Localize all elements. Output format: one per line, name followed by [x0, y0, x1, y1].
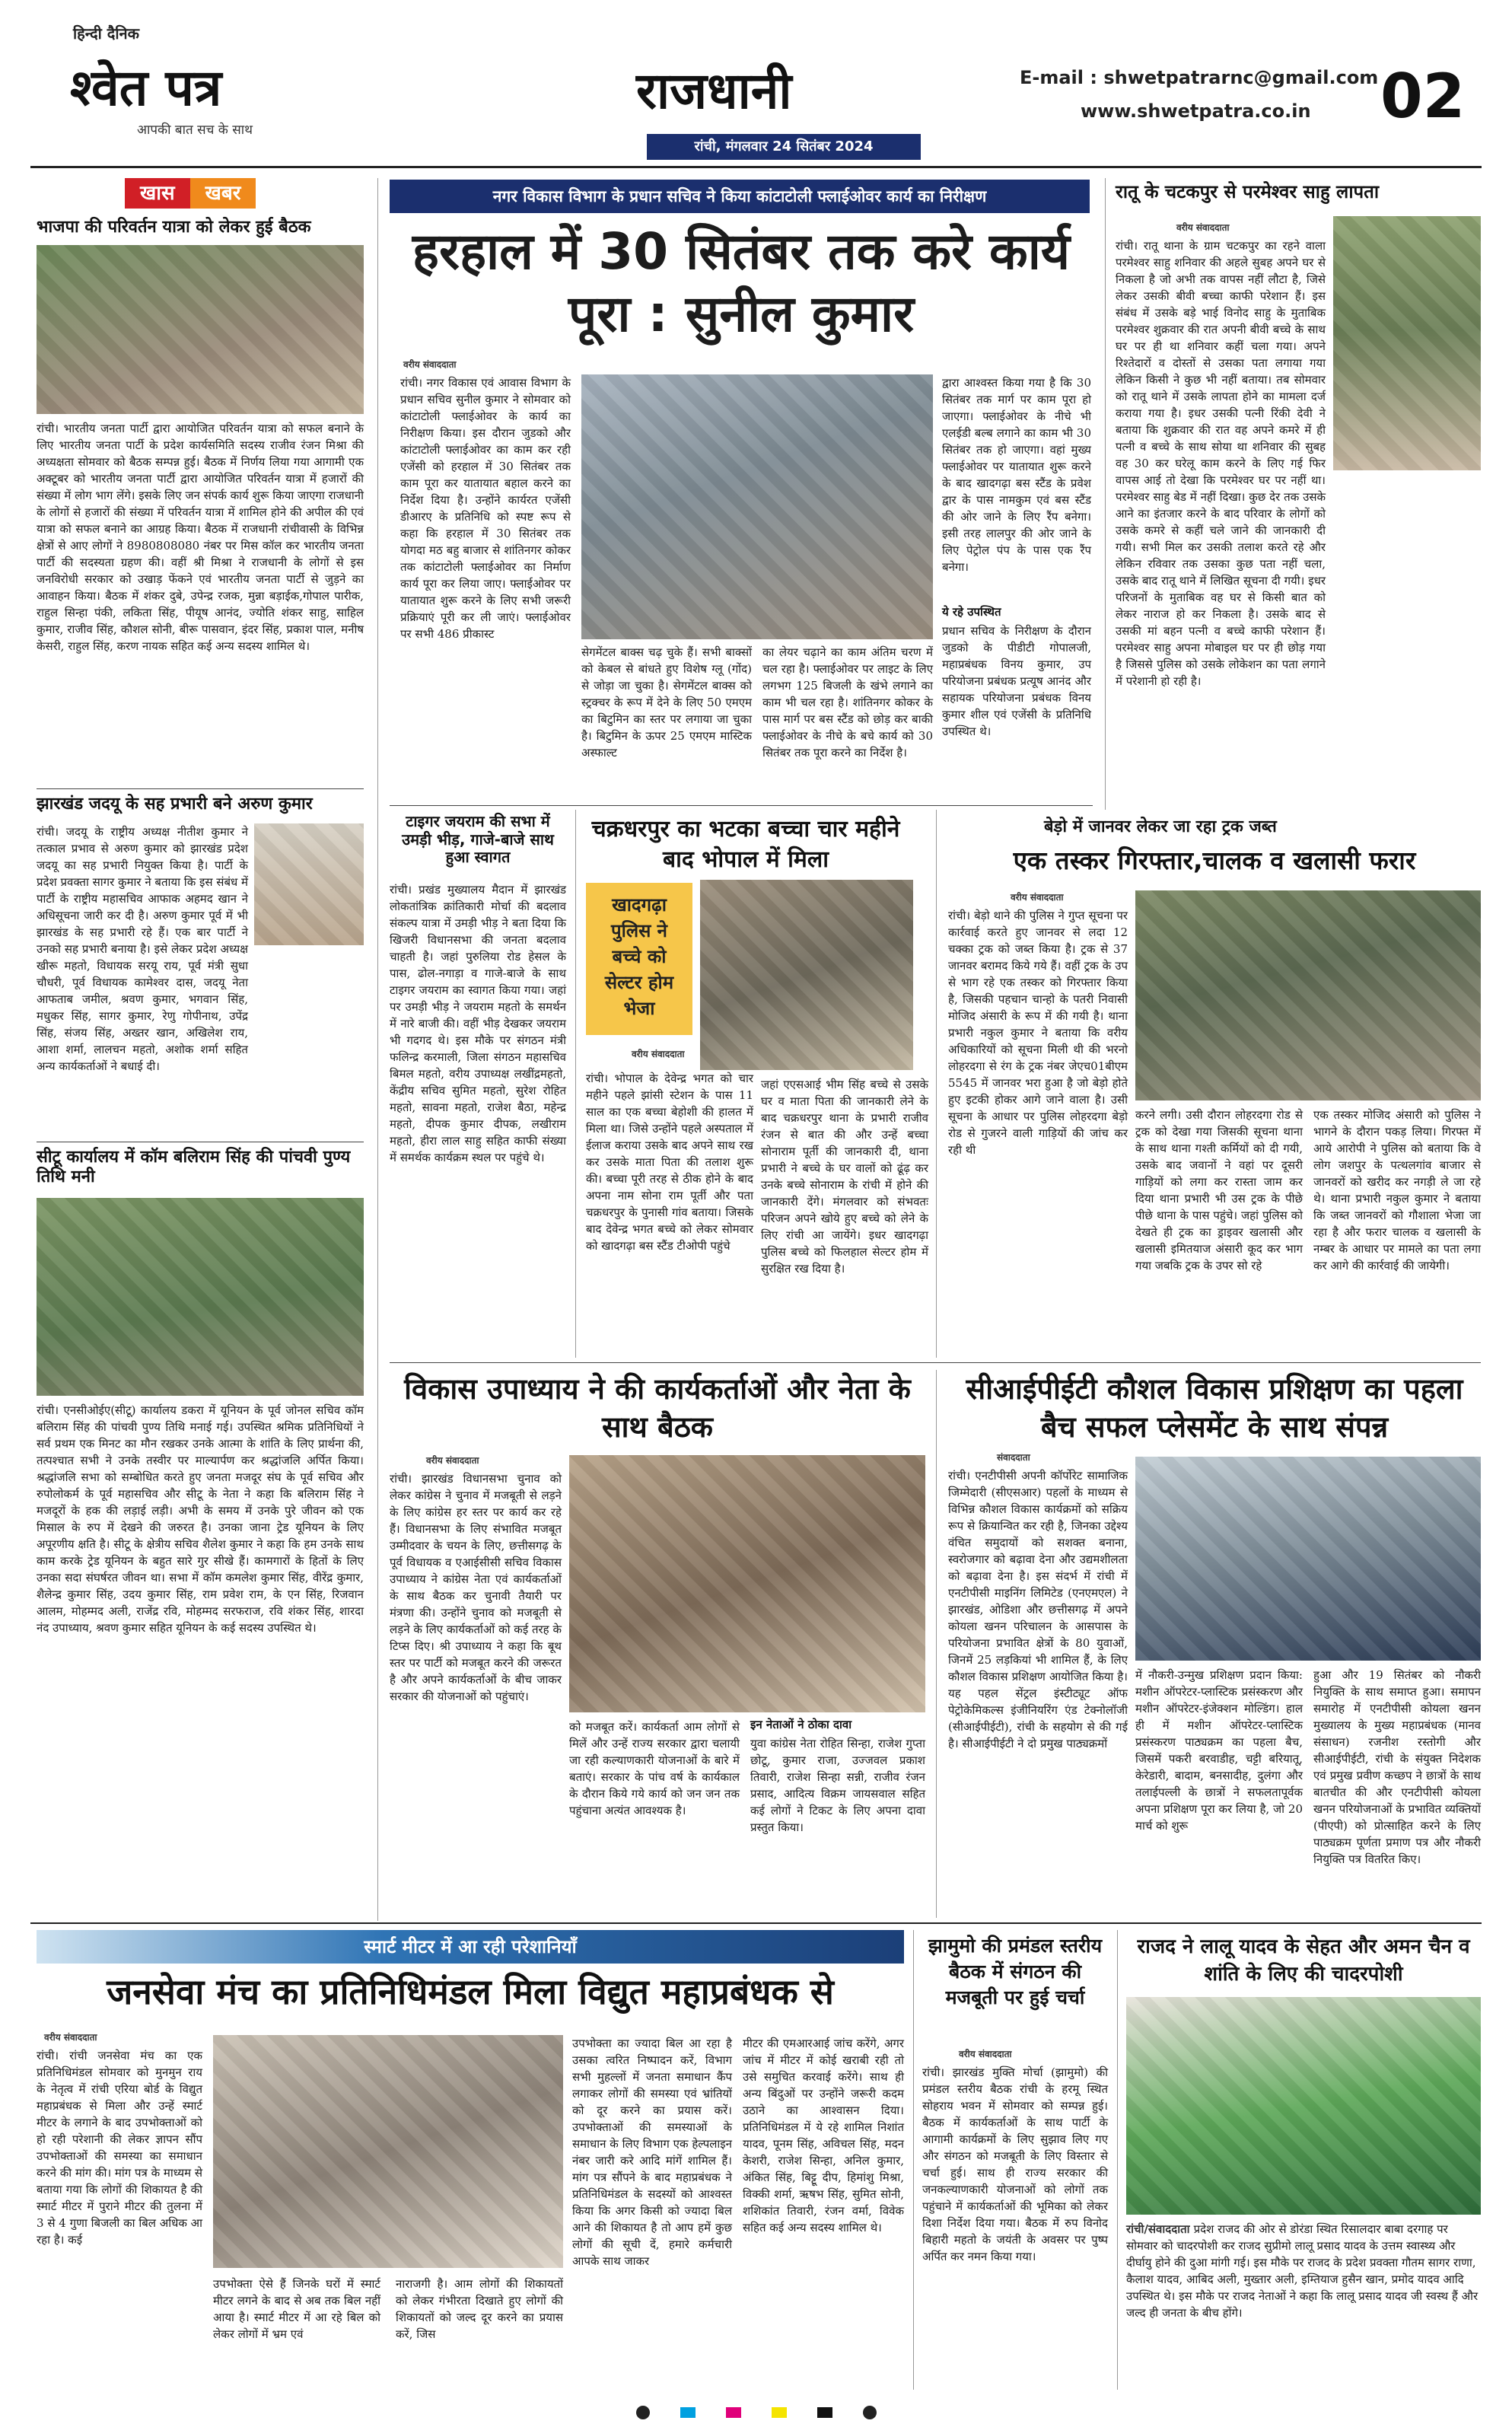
lead-col2: सेगमेंटल बाक्स चढ़ चुके हैं। सभी बाक्सों को केबल से बांधते हुए विशेष ग्लू (गोंद) से जोड़ा जा चुका है। सेगमेंटल बाक्स को स्ट्रक्चर के रूप में देने के लिए 50 एमएम का बिटुमिन का स्तर पर लगाया जा चुका है। बिटुमिन के ऊपर 25 एमएम मास्टिक अस्फाल्ट: [581, 645, 752, 760]
tiger-body: रांची। प्रखंड मुख्यालय मैदान में झारखंड लोकतांत्रिक क्रांतिकारी मोर्चा की बदलाव संकल्प यात्रा में उमड़ी भीड़ ने बता दिया कि खिजरी विधानसभा की जनता बदलाव चाहती है। जहां पुरुलिया रोड हेसल के पास, ढोल-नगाड़ा व गाजे-बाजे के साथ टाइगर जयराम का स्वागत किया गया। जहां पर उमड़ी भीड़ ने जयराम महतो के समर्थन में नारे बाजी की। वहीं भीड़ देखकर जयराम भी गदगद थे। इस मौके पर संगठन मंत्री फलिन्द्र करमाली, जिला संगठन महासचिव बिमल महतो, वरीय उपाध्यक्ष लखींद्रमहतो, केंद्रीय सचिव सुमित महतो, सुरेश रोहित महतो, सावना महतो, राजेश बैठा, महेन्द्र महतो, दीपक कुमार दीपक, लखीराम महतो, हीरा लाल साहु सहित काफी संख्या में समर्थक कार्यक्रम स्थल पर पहुंचे थे।: [390, 883, 566, 1164]
smart-col4: मीटर की एमआरआई जांच करेंगे, अगर जांच में मीटर में कोई खराबी रही तो उसे समुचित करवाई करेंगे। साथ ही अन्य बिंदुओं पर उन्होंने जरूरी कदम उठाने का आश्वासन दिया। प्रतिनिधिमंडल में ये रहे शामिल निशांत यादव, पूनम सिंह, अविचल सिंह, मदन केशरी, राजेश सिन्हा, अनिल कुमार, अंकित सिंह, बिट्टू दीप, हिमांशु मिश्रा, विक्की शर्मा, ऋषभ सिंह, सुमित सोनी, शशिकांत तिवारी, रंजन वर्मा, विवेक सहित कई अन्य सदस्य शामिल थे।: [743, 2037, 904, 2234]
story-jdu-body-cont: [37, 957, 364, 1139]
top-label: हिन्दी दैनिक: [73, 24, 140, 43]
vikas-meeting-photo: [569, 1455, 925, 1712]
section-title: राजधानी: [636, 62, 792, 120]
lead-headline: हरहाल में 30 सितंबर तक करे कार्य पूरा : सुनील कुमार: [412, 222, 1071, 343]
boy-headline: चक्रधरपुर का भटका बच्चा चार महीने बाद भोपाल में मिला: [591, 816, 900, 873]
khaas-tag: खास: [125, 178, 190, 209]
missing-person-photo: [1333, 216, 1481, 470]
memorandum-photo: [213, 2035, 563, 2268]
registration-circle-icon: [636, 2406, 650, 2419]
smart-col3a: नाराजगी है। आम लोगों की शिकायतों को लेकर गंभीरता दिखाते हुए लोगों की शिकायतों को जल्द दूर करने का प्रयास करें, जिस: [396, 2277, 563, 2341]
magenta-swatch-icon: [726, 2407, 741, 2418]
story-jdu-headline: झारखंड जदयू के सह प्रभारी बने अरुण कुमार: [37, 795, 313, 814]
cipet-group-photo: [1135, 1457, 1481, 1661]
missing-headline: रातू के चटकपुर से परमेश्वर साहु लापता: [1116, 181, 1380, 202]
truck-byline: वरीय संवाददाता: [1011, 892, 1064, 903]
story-bjp-headline: भाजपा की परिवर्तन यात्रा को लेकर हुई बैठक: [37, 218, 311, 237]
cipet-byline: संवाददाता: [997, 1452, 1030, 1463]
truck-headline: एक तस्कर गिरफ्तार,चालक व खलासी फरार: [1013, 846, 1416, 875]
paper-name: श्वेत पत्र: [70, 59, 222, 117]
lead-byline: वरीय संवाददाता: [403, 359, 457, 370]
smart-col2b: उपभोक्ता ऐसे हैं जिनके घरों में स्मार्ट मीटर लगने के बाद से अब तक बिल नहीं आया है। स्मार्ट मीटर में आ रहे बिल को लेकर लोगों में भ्रम एवं: [213, 2277, 380, 2341]
rajad-chadarposhi-photo: [1126, 1997, 1481, 2215]
lead-col4b: प्रधान सचिव के निरीक्षण के दौरान जुडको के पीडीटी गोपालजी, महाप्रबंधक विनय कुमार, उप परियोजना प्रबंधक प्रत्यूष आनंद और सहायक परियोजना प्रबंधक विनय कुमार शील एवं एजेंसी के प्रतिनिधि उपस्थित थे।: [942, 624, 1091, 738]
vikas-subhead: इन नेताओं ने ठोका दावा: [750, 1718, 852, 1731]
truck-col3: एक तस्कर मोजिद अंसारी को पुलिस ने भागने के दौरान पकड़ लिया। गिरफ्त में आये आरोपी ने पुलिस को बताया कि वे लोग जशपुर के पत्थलगांव बाजार से जानवरों को खरीद कर नगड़ी ले जा रहे थे। थाना प्रभारी नकुल कुमार ने बताया कि जब्त जानवरों को गौशाला भेजा जा रहा है और फरार चालक व खलासी के नम्बर के आधार पर मामले का पता लगा कर आगे की कार्रवाई की जायेगी।: [1313, 1108, 1481, 1272]
boy-police-photo: [700, 880, 913, 1070]
rajad-body: प्रदेश राजद की ओर से डोरंडा स्थित रिसालदार बाबा दरगाह पर सोमवार को चादरपोशी कर राजद सुप्रीमो लालू प्रसाद यादव के उत्तम स्वास्थ्य और दीर्घायु होने की दुआ मांगी गई। इस मौके पर राजद के प्रदेश प्रवक्ता गौतम सागर राणा, कैलाश यादव, आबिद अली, मुख्तार अली, इम्तियाज हुसैन खान, प्रमोद यादव आदि उपस्थित थे। इस मौके पर राजद नेताओं ने कहा कि लालू प्रसाद यादव जी स्वस्थ हैं और जल्द ही जनता के बीच होंगे।: [1126, 2222, 1479, 2320]
khabar-tag: खबर: [190, 178, 256, 209]
lead-col3: का लेयर चढ़ाने का काम अंतिम चरण में चल रहा है। फ्लाईओवर पर लाइट के लिए लगभग 125 बिजली के खंभे लगाने का काम भी चल रहा है। शांतिनगर कोकर के पास मार्ग पर बस स्टैंड को छोड़ कर बाकी फ्लाईओवर के नीचे के बचे कार्य को 30 सितंबर तक पूरा करने का निर्देश है।: [762, 645, 933, 760]
rajad-byline: रांची/संवाददाता: [1126, 2222, 1190, 2236]
smart-col1: रांची। रांची जनसेवा मंच का एक प्रतिनिधिमंडल सोमवार को मुनमुन राय के नेतृत्व में रांची एरिया बोर्ड के विद्युत महाप्रबंधक से मिला और उन्हें स्मार्ट मीटर के लगाने के बाद उपभोक्ताओं को हो रही परेशानी की लेकर ज्ञापन सौंप उपभोक्ताओं की समस्या का समाधान करने की मांग की। मांग पत्र के माध्यम से बताया गया कि लोगों की शिकायत है की स्मार्ट मीटर में पुराने मीटर की तुलना में 3 से 4 गुणा बिजली का बिल अधिक आ रहा है। कई: [37, 2049, 202, 2247]
masthead: [0, 0, 1512, 175]
dateline: रांची, मंगलवार 24 सितंबर 2024: [647, 134, 921, 160]
smart-headline: जनसेवा मंच का प्रतिनिधिमंडल मिला विद्युत महाप्रबंधक से: [107, 1971, 834, 2012]
story-bjp-body: रांची। भारतीय जनता पार्टी द्वारा आयोजित परिवर्तन यात्रा को सफल बनाने के लिए भारतीय जनता पार्टी के प्रदेश कार्यसमिति सदस्य राजीव रंजन मिश्रा की अध्यक्षता सोमवार को बैठक सम्पन्न हुई। बैठक में निर्णय लिया गया आगामी एक अक्टूबर को भारतीय जनता पार्टी द्वारा आयोजित परिवर्तन यात्रा में हजारों की संख्या में लोग भाग लेंगे। इसके लिए जन संपर्क कार्य शुरू किया जाएगा राजधानी के लोगों से हजारों की संख्या में परिवर्तन यात्रा में शामिल होने की अपील की एवं यात्रा को सफल बनाने का आग्रह किया। बैठक में राजधानी रांचीवासी के विभिन्न क्षेत्रों से आए लोगों ने 8980808080 नंबर पर मिस कॉल कर भारतीय जनता पार्टी की सदस्यता ग्रहण की। वहीं श्री मिश्रा ने राजधानी के लोगों से इस जनविरोधी सरकार को उखाड़ फेंकने एवं भारतीय जनता पार्टी से जुड़ने का आवाहन किया। बैठक में शंकर दुबे, उपेन्द्र रजक, मुन्ना बड़ाईक,गोपाल पारीक, राहुल सिन्हा पंकी, लकिता सिंह, पीयूष आनंद, ज्योति शंकर साहु, साहिल कुमार, राजीव सिंह, कौशल सोनी, बीरू पासवान, इंदर सिंह, प्रकाश पाल, मनीष केसरी, राहुल सिंह, करण नायक सहित कई अन्य सदस्य शामिल थे।: [37, 422, 364, 653]
boy-panel-text: खादगढ़ा पुलिस ने बच्चे को सेल्टर होम भेजा: [604, 894, 674, 1019]
rajad-text: [1126, 2221, 1481, 2390]
vikas-byline: वरीय संवाददाता: [426, 1455, 479, 1466]
lead-kicker: नगर विकास विभाग के प्रधान सचिव ने किया कांटाटोली फ्लाईओवर कार्य का निरीक्षण: [390, 180, 1090, 213]
jmm-byline: वरीय संवाददाता: [959, 2049, 1012, 2059]
print-registration-bar: [0, 2397, 1512, 2427]
jmm-headline: झामुमो की प्रमंडल स्तरीय बैठक में संगठन की मजबूती पर हुई चर्चा: [928, 1935, 1103, 2008]
cyan-swatch-icon: [680, 2407, 696, 2418]
jmm-body: रांची। झारखंड मुक्ति मोर्चा (झामुमो) की प्रमंडल स्तरीय बैठक रांची के हरमू स्थित सोहराय भवन में सोमवार को सम्पन्न हुई। बैठक में कार्यकर्ताओं के साथ पार्टी के आगामी कार्यक्रमों के लिए सुझाव लिए गए और संगठन को मजबूती के लिए विस्तार से चर्चा हुई। साथ ही राज्य सरकार की जनकल्याणकारी योजनाओं को लोगों तक पहुंचाने में कार्यकर्ताओं की भूमिका को लेकर दिशा निर्देश दिया गया। बैठक में रुप विनोद बिहारी महतो के जयंती के अवसर पर पुष्प अर्पित कर नमन किया गया।: [922, 2065, 1108, 2263]
cipet-col2: में नौकरी-उन्मुख प्रशिक्षण प्रदान किया: मशीन ऑपरेटर-प्लास्टिक प्रसंस्करण और मशीन ऑपरेटर-इंजेक्शन मोल्डिंग। हाल ही में मशीन ऑपरेटर-प्लास्टिक प्रसंस्करण पाठ्यक्रम का पहला बैच, जिसमें पकरी बरवाडीह, चट्टी बरियातू, केरेडारी, बादाम, बनसादीह, दुलंगा और तलाईपल्ली के छात्रों ने सफलतापूर्वक अपना प्रशिक्षण पूरा कर लिया है, जो 20 मार्च को शुरू: [1135, 1668, 1303, 1833]
registration-circle-icon: [863, 2406, 877, 2419]
cipet-headline: सीआईपीईटी कौशल विकास प्रशिक्षण का पहला बैच सफल प्लेसमेंट के साथ संपन्न: [966, 1372, 1463, 1444]
smart-col3: उपभोक्ता का ज्यादा बिल आ रहा है उसका त्वरित निष्पादन करें, विभाग सभी मुहल्लों में जनता समाधान कैंप लगाकर लोगों की समस्या एवं भ्रांतियों को दूर करने का प्रयास करें। उपभोक्ताओं की समस्याओं के समाधान के लिए विभाग एक हेल्पलाइन नंबर जारी करे आदि मांगें शामिल हैं। मांग पत्र सौंपने के बाद महाप्रबंधक ने प्रतिनिधिमंडल के सदस्यों को आश्वस्त किया कि अगर किसी को ज्यादा बिल आने की शिकायत है तो आप हमें कुछ लोगों की सूची दें, हमारे कर्मचारी आपके साथ जाकर: [572, 2037, 732, 2268]
lead-col4: द्वारा आश्वस्त किया गया है कि 30 सितंबर तक मार्ग पर काम पूरा हो जाएगा। फ्लाईओवर के नीचे भी एलईडी बल्ब लगाने का काम भी 30 सितंबर तक हो जाएगा। वहां मुख्य फ्लाईओवर पर यातायात शुरू करने के बाद खादगढ़ा बस स्टैंड के प्रवेश द्वार के पास नामकुम एवं बस स्टैंड की ओर जाने के लिए रैंप बनेगा। इसी तरह लालपुर की ओर जाने के लिए पेट्रोल पंप के पास एक रैंप बनेगा।: [942, 376, 1091, 574]
website-link[interactable]: www.shwetpatra.co.in: [1081, 100, 1311, 122]
boy-byline: वरीय संवाददाता: [632, 1049, 685, 1059]
truck-kicker: बेड़ो में जानवर लेकर जा रहा ट्रक जब्त: [1044, 817, 1277, 836]
lead-col1: रांची। नगर विकास एवं आवास विभाग के प्रधान सचिव सुनील कुमार ने सोमवार को कांटाटोली फ्लाईओवर के कार्य का निरीक्षण किया। इस दौरान जुडको और कांटाटोली फ्लाईओवर का काम कर रही एजेंसी को हरहाल में 30 सितंबर तक काम पूरा कर यातायात बहाल करने का निर्देश दिया है। उन्होंने कार्यरत एजेंसी डीआरए के प्रतिनिधि को स्पष्ट रूप से कहा कि हरहाल में 30 सितंबर तक योगदा मठ बहु बाजार से शांतिनगर कोकर तक कांटाटोली फ्लाईओवर का निर्माण कार्य पूरा कर लिया जाए। फ्लाईओवर पर यातायात शुरू करने के लिए सभी जरूरी प्रक्रियाएं पूरी कर ली जाएं। फ्लाईओवर पर सभी 486 प्रीकास्ट: [400, 376, 571, 641]
missing-byline: वरीय संवाददाता: [1176, 222, 1230, 233]
seized-truck-photo: [1135, 890, 1481, 1100]
page-number: 02: [1380, 61, 1466, 132]
boy-panel-box: [586, 883, 692, 1035]
boy-col1: रांची। भोपाल के देवेन्द्र भगत को चार महीने पहले झांसी स्टेशन के पास 11 साल का एक बच्चा बेहोशी की हालत में मिला था। जिसे उन्होंने पहले अस्पताल में ईलाज कराया उसके बाद अपने साथ रख कर उसके माता पिता की तलाश शुरू की। बच्चा पूरी तरह से ठीक होने के बाद अपना नाम सोना राम पूर्ती और पता चक्रधरपुर के पुनासी गांव बताया। जिसके बाद देवेन्द्र भगत बच्चे को लेकर सोमवार को खादगढ़ा बस स्टैंड टीओपी पहुंचे: [586, 1072, 753, 1253]
lead-subhead: ये रहे उपस्थित: [942, 605, 1001, 619]
arun-kumar-photo: [254, 823, 364, 945]
bjp-meeting-photo: [37, 245, 364, 414]
vikas-col3: युवा कांग्रेस नेता रोहित सिन्हा, राजेश गुप्ता छोटू, कुमार राजा, उज्जवल प्रकाश तिवारी, राजेश सिन्हा सन्नी, राजीव रंजन प्रसाद, आदित्य विक्रम जायसवाल सहित कई लोगों ने टिकट के लिए अपना दावा प्रस्तुत किया।: [750, 1737, 925, 1834]
black-swatch-icon: [817, 2407, 832, 2418]
cipet-col1: रांची। एनटीपीसी अपनी कॉर्पोरेट सामाजिक जिम्मेदारी (सीएसआर) पहलों के माध्यम से विभिन्न कौशल विकास कार्यक्रमों को सक्रिय रूप से क्रियान्वित कर रही है, जिनका उद्देश्य वंचित समुदायों को सशक्त बनाना, स्वरोजगार को बढ़ावा देना और उद्यमशीलता को बढ़ावा देना है। इस संदर्भ में रांची में एनटीपीसी माइनिंग लिमिटेड (एनएमएल) ने झारखंड, ओडिशा और छत्तीसगढ़ में अपने कोयला खनन परिचालन के आसपास के परियोजना प्रभावित क्षेत्रों के 80 युवाओं, जिनमें 25 लड़कियां भी शामिल हैं, के लिए कौशल विकास प्रशिक्षण आयोजित किया है। यह पहल सेंट्रल इंस्टीट्यूट ऑफ पेट्रोकेमिकल्स इंजीनियरिंग एंड टेक्नोलॉजी (सीआईपीईटी), रांची के सहयोग से की गई है। सीआईपीईटी ने दो प्रमुख पाठ्यक्रमों: [948, 1469, 1128, 1750]
missing-body: रांची। रातू थाना के ग्राम चटकपुर का रहने वाला परमेश्वर साहु शनिवार की अहले सुबह अपने घर से निकला है जो अभी तक वापस नहीं लौटा है, जिसे लेकर उसकी बीवी बच्चा काफी परेशान हैं। इस संबंध में उसके बड़े भाई विनोद साहु के मुताबिक परमेश्वर शुक्रवार की रात अपनी बीवी बच्चे के साथ घर पर ही था शनिवार कहीं चला गया। अपने रिश्तेदारों व दोस्तों से उसका पता लगाया गया लेकिन किसी ने कुछ भी नहीं बताया। तब सोमवार को रातू थाने में उसके लापता होने का मामला दर्ज कराया गया है। इधर उसकी पत्नी रिंकी देवी ने बताया कि शुक्रवार की रात वह अपने कमरे में ही पत्नी व बच्चे के साथ सोया था शनिवार की सुबह वह 30 कर घरेलू काम करने के लिए गई फिर वापस आई तो देखा कि परमेश्वर घर पर नहीं था। परमेश्वर साहु बेड में नहीं दिखा। कुछ देर तक उसके आने का इंतजार करने के बाद परिवार के लोगों को उसके कमरे से कहीं चले जाने की जानकारी दी गयी। सभी मिल कर उसकी तलाश करते रहे और लेकिन रविवार तक उसका कुछ पता नहीं चला, उसके बाद रातू थाने में लिखित सूचना दी गयी। इधर परिजनों के मुताबिक वह घर से किसी बात को लेकर नाराज हो कर निकला है। उसके बाद से उसकी मां बहन पत्नी व बच्चे काफी परेशान हैं। परमेश्वर साहु अपना मोबाइल घर पर ही छोड़ गया है जिससे पुलिस को उसके लोकेशन का पता लगाने में परेशानी हो रही है।: [1116, 239, 1326, 688]
vikas-col2: को मजबूत करें। कार्यकर्ता आम लोगों से मिलें और उन्हें राज्य सरकार द्वारा चलायी जा रही कल्याणकारी योजनाओं के बारे में बताएं। सरकार के पांच वर्ष के कार्यकाल के दौरान किये गये कार्य को जन जन तक पहुंचाना अत्यंत आवश्यक है।: [569, 1720, 740, 1817]
smart-kicker: स्मार्ट मीटर में आ रही परेशानियाँ: [37, 1930, 904, 1964]
rajad-headline: राजद ने लालू यादव के सेहत और अमन चैन व शांति के लिए की चादरपोशी: [1137, 1935, 1470, 1986]
tagline: आपकी बात सच के साथ: [137, 123, 253, 138]
truck-col2: करने लगी। उसी दौरान लोहरदगा रोड से ट्रक को देखा गया जिसकी सूचना थाना के साथ थाना गश्ती कर्मियों को दी गयी, उसके बाद जवानों ने वहां पर दूसरी गाड़ियों को लगा कर रास्ता जाम कर दिया थाना प्रभारी भी उस ट्रक के पीछे पीछे थाना के पास पहुंचे। जहां पुलिस को देखते ही ट्रक का ड्राइवर खलासी और खलासी इमितयाज अंसारी कूद कर भाग गया जबकि ट्रक के उपर सो रहे: [1135, 1108, 1303, 1272]
vikas-col1: रांची। झारखंड विधानसभा चुनाव को लेकर कांग्रेस ने चुनाव में मजबूती से लड़ने के लिए कांग्रेस हर स्तर पर कार्य कर रहे हैं। विधानसभा के लिए संभावित मजबूत उम्मीदवार के चयन के लिए, छत्तीसगढ़ के पूर्व विधायक व एआईसीसी सचिव विकास उपाध्याय ने कांग्रेस नेता एवं कार्यकर्ताओं के साथ बैठक कर चुनावी तैयारी पर मंत्रणा की। उन्होंने चुनाव को मजबूती से लड़ने के लिए कार्यकर्ताओं को कई तरह के टिप्स दिए। श्री उपाध्याय ने कहा कि बूथ स्तर पर पार्टी को मजबूत करने की जरूरत है और अपने कार्यकर्ताओं के बीच जाकर सरकार की योजनाओं को पहुंचाएं।: [390, 1472, 562, 1703]
tiger-headline: टाइगर जयराम की सभा में उमड़ी भीड़, गाजे-बाजे साथ हुआ स्वागत: [402, 812, 554, 867]
cipet-col3: हुआ और 19 सितंबर को नौकरी नियुक्ति के साथ समाप्त हुआ। समापन समारोह में एनटीपीसी कोयला खनन मुख्यालय के मुख्य महाप्रबंधक (मानव संसाधन) रजनीश रस्तोगी और सीआईपीईटी, रांची के संयुक्त निदेशक एवं प्रमुख प्रवीण कच्छप ने छात्रों के साथ बातचीत की और एनटीपीसी कोयला खनन परियोजनाओं के प्रभावित व्यक्तियों (पीएपी) को प्रोत्साहित करने के लिए पाठ्यक्रम पूर्णता प्रमाण पत्र और नौकरी नियुक्ति पत्र वितरित किए।: [1313, 1668, 1481, 1866]
story-jdu-body: रांची। जदयू के राष्ट्रीय अध्यक्ष नीतीश कुमार ने तत्काल प्रभाव से अरुण कुमार को झारखंड प्रदेश जदयू का सह प्रभारी नियुक्त किया है। पार्टी के प्रदेश प्रवक्ता सागर कुमार ने बताया कि इस संबंध में पार्टी के राष्ट्रीय महासचिव आफाक अहमद खान ने अधिसूचना जारी कर दी है। अरुण कुमार पूर्व में भी झारखंड के सह प्रभारी रहे हैं। एक बार पार्टी ने उनको सह प्रभारी बनाया है। इसे लेकर प्रदेश अध्यक्ष खीरू महतो, विधायक सरयू राय, पूर्व मंत्री सुधा चौधरी, पूर्व विधायक कामेश्वर दास, जदयू नेता आफताब जमील, श्रवण कुमार, भगवान सिंह, मधुकर सिंह, सागर कुमार, रेणु गोपीनाथ, उपेंद्र सिंह, संजय सिंह, अख्तर खान, अखिलेश राय, आशा शर्मा, लालचन महतो, अशोक शर्मा सहित अन्य कार्यकर्ताओं ने बधाई दी।: [37, 825, 248, 1073]
email-address[interactable]: E-mail : shwetpatrarnc@gmail.com: [1020, 67, 1379, 88]
flyover-aerial-photo: [581, 374, 933, 639]
story-citu-body: रांची। एनसीओईए(सीटू) कार्यालय डकरा में यूनियन के पूर्व जोनल सचिव कॉम बलिराम सिंह की पांचवी पुण्य तिथि मनाई गई। उपस्थित श्रमिक प्रतिनिधियों ने सर्व प्रथम एक मिनट का मौन रखकर उनके आत्मा के शांति के लिए प्रार्थना की, तत्पश्चात सभी ने उनके तस्वीर पर माल्यार्पण कर श्रद्धांजलि अर्पित किया। श्रद्धांजलि सभा को सम्बोधित करते हुए जनता मजदूर संघ के पूर्व सचिव और रुपोलोकर्म के पूर्व महासचिव और सीटू के नेता ने कहा कि बलिराम सिंह ने मजदूरों के हक की लड़ाई लड़ी। अभी के समय में उनके पुरे जीवन को एक मिसाल के रुप में देखने की जरुरत है। उनका जाना ट्रेड यूनियन के लिए अपूरणीय क्षति है। सीटू के क्षेत्रीय सचिव शैलेश कुमार ने कहा कि हम उनके साथ काम करके ट्रेड यूनियन के बहुत सारे गुर सीखे हैं। कामगारों के हितों के लिए उनका सदा संघर्षरत जीवन था। सभा में कॉम कमलेश कुमार सिंह, वीरेंद्र कुमार, शैलेन्द्र कुमार सिंह, उदय कुमार सिंह, राम प्रवेश राम, के एन सिंह, रिजवान आलम, मोहम्मद अली, राजेंद्र रवि, मोहम्मद सरफराज, रवि शंकर सिंह, शारदा नंद उपाध्याय, श्रवण कुमार सहित यूनियन के कई सदस्य उपस्थित थे।: [37, 1403, 364, 1635]
truck-col1: रांची। बेड़ो थाने की पुलिस ने गुप्त सूचना पर कार्रवाई करते हुए जानवर से लदा 12 चक्का ट्रक को जब्त किया है। ट्रक से 37 जानवर बरामद किये गये हैं। वहीं ट्रक के उप से भाग रहे एक तस्कर को गिरफ्तार किया है, जिसकी पहचान चान्हो के पतरी निवासी मोजिद अंसारी के रूप में की गयी है। थाना प्रभारी नकुल कुमार ने बताया कि वरीय अधिकारियों को सूचना मिली थी की भरनो लोहरदगा से रंग के ट्रक नंबर जेएच01बीएम 5545 में जानवर भरा हुआ है जो बेड़ो होते हुए इटकी होकर आगे जाने वाला है। उसी सूचना के आधार पर पुलिस लोहरदगा बेड़ो रोड से गुजरने वाली गाड़ियों की जांच कर रही थी: [948, 909, 1128, 1157]
vikas-headline: विकास उपाध्याय ने की कार्यकर्ताओं और नेता के साथ बैठक: [404, 1372, 911, 1444]
boy-col2: जहां एएसआई भीम सिंह बच्चे से उसके घर व माता पिता की जानकारी लेने के बाद चक्रधरपुर थाना के प्रभारी राजीव रंजन से बात की और उन्हें बच्चा सोनाराम पूर्ती की जानकारी दी, थाना प्रभारी ने बच्चे के घर वालों को ढूंढ़ कर उनके बच्चे सोनाराम के रांची में होने की जानकारी देंगे। मंगलवार को संभवतः परिजन अपने खोये हुए बच्चे को लेने के लिए रांची आ जायेंगे। इधर खादगढ़ा पुलिस बच्चे को फिलहाल सेल्टर होम में सुरक्षित रख दिया है।: [761, 1078, 928, 1276]
yellow-swatch-icon: [772, 2407, 787, 2418]
smart-byline: वरीय संवाददाता: [44, 2032, 97, 2043]
story-citu-headline: सीटू कार्यालय में कॉम बलिराम सिंह की पांचवी पुण्य तिथि मनी: [37, 1148, 351, 1186]
khaas-khabar-tag: [125, 178, 256, 209]
citu-tribute-photo: [37, 1198, 364, 1396]
